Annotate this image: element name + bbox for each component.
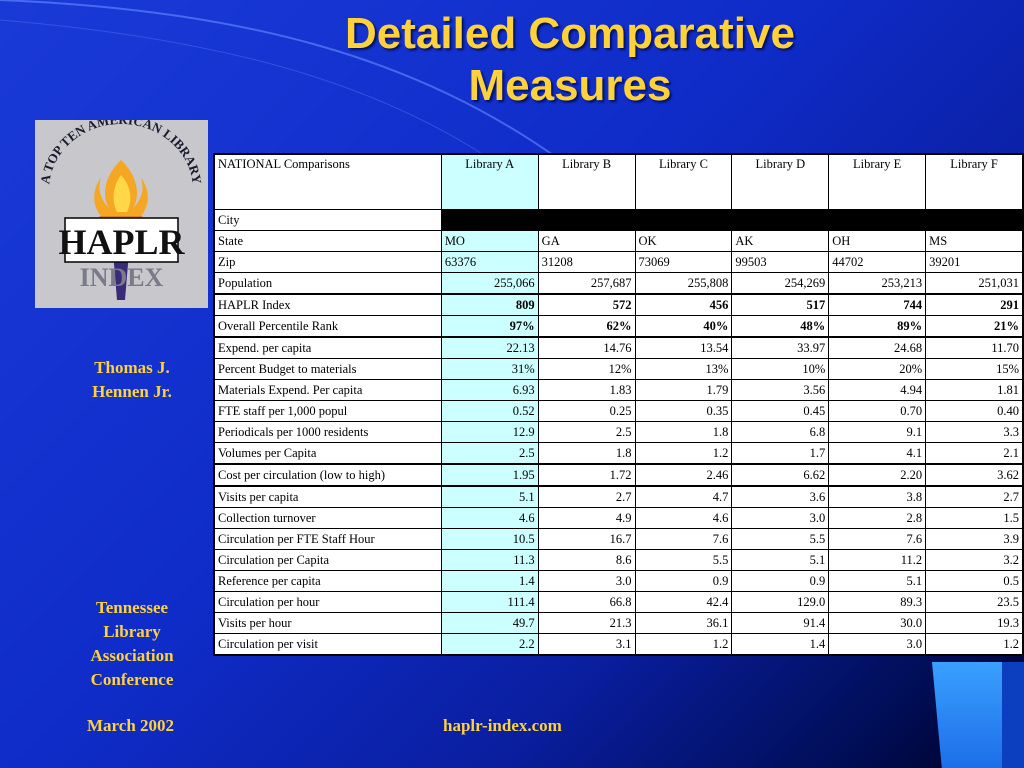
table-cell: 49.7 xyxy=(441,613,538,634)
table-row xyxy=(214,550,1023,571)
table-cell: 8.6 xyxy=(538,550,635,571)
table-cell: 23.5 xyxy=(926,592,1023,613)
table-cell: 12% xyxy=(538,359,635,380)
table-cell xyxy=(829,210,926,231)
table-row xyxy=(214,337,1023,359)
table-cell: 73069 xyxy=(635,252,732,273)
logo-arc-text: A TOP TEN AM ICAN LIBRARY xyxy=(37,120,205,186)
logo-word-haplr: HAPLR xyxy=(58,222,185,262)
table-cell: 2.5 xyxy=(441,443,538,465)
table-row xyxy=(214,571,1023,592)
table-cell: 5.1 xyxy=(829,571,926,592)
table-cell: 0.52 xyxy=(441,401,538,422)
table-cell: 89.3 xyxy=(829,592,926,613)
column-header: Library C xyxy=(635,154,732,210)
table-cell: 1.7 xyxy=(732,443,829,465)
table-row xyxy=(214,422,1023,443)
row-label: Periodicals per 1000 residents xyxy=(214,422,441,443)
decorative-bar xyxy=(932,662,1002,768)
table-cell: MO xyxy=(441,231,538,252)
column-header: Library E xyxy=(829,154,926,210)
comparison-table-body xyxy=(214,154,1023,655)
table-cell xyxy=(538,210,635,231)
table-cell: 1.2 xyxy=(635,634,732,656)
table-cell: 3.2 xyxy=(926,550,1023,571)
table-cell: 2.20 xyxy=(829,464,926,486)
table-cell: 7.6 xyxy=(829,529,926,550)
table-row xyxy=(214,273,1023,295)
table-cell: 3.0 xyxy=(732,508,829,529)
table-row xyxy=(214,210,1023,231)
table-cell: OK xyxy=(635,231,732,252)
table-cell: 40% xyxy=(635,316,732,338)
table-cell: 21% xyxy=(926,316,1023,338)
table-cell: 3.56 xyxy=(732,380,829,401)
column-header: Library F xyxy=(926,154,1023,210)
table-cell: 11.2 xyxy=(829,550,926,571)
table-row xyxy=(214,380,1023,401)
table-cell: 0.9 xyxy=(635,571,732,592)
table-cell: 1.4 xyxy=(441,571,538,592)
table-cell: 0.40 xyxy=(926,401,1023,422)
table-cell: 1.8 xyxy=(538,443,635,465)
table-cell: 6.8 xyxy=(732,422,829,443)
row-label: Visits per capita xyxy=(214,486,441,508)
row-label: Visits per hour xyxy=(214,613,441,634)
table-row xyxy=(214,634,1023,656)
row-label: FTE staff per 1,000 popul xyxy=(214,401,441,422)
table-row xyxy=(214,252,1023,273)
table-cell: 2.5 xyxy=(538,422,635,443)
table-cell: 97% xyxy=(441,316,538,338)
author-name: Thomas J. Hennen Jr. xyxy=(92,358,172,401)
row-label: Volumes per Capita xyxy=(214,443,441,465)
table-cell xyxy=(441,210,538,231)
table-cell: 5.1 xyxy=(732,550,829,571)
table-row xyxy=(214,401,1023,422)
table-cell: 4.9 xyxy=(538,508,635,529)
table-cell xyxy=(732,210,829,231)
table-cell: 30.0 xyxy=(829,613,926,634)
table-cell: 517 xyxy=(732,294,829,316)
table-cell: 1.2 xyxy=(635,443,732,465)
website-text: haplr-index.com xyxy=(443,716,562,735)
table-cell: 13% xyxy=(635,359,732,380)
table-cell: 6.62 xyxy=(732,464,829,486)
table-cell: 48% xyxy=(732,316,829,338)
table-cell xyxy=(926,210,1023,231)
table-cell: 22.13 xyxy=(441,337,538,359)
table-cell: 33.97 xyxy=(732,337,829,359)
table-cell: 14.76 xyxy=(538,337,635,359)
table-row xyxy=(214,316,1023,338)
table-row xyxy=(214,464,1023,486)
table-cell: 4.94 xyxy=(829,380,926,401)
table-cell: 3.62 xyxy=(926,464,1023,486)
table-cell: 572 xyxy=(538,294,635,316)
table-cell: 16.7 xyxy=(538,529,635,550)
table-row xyxy=(214,486,1023,508)
table-cell: 31% xyxy=(441,359,538,380)
table-cell: 129.0 xyxy=(732,592,829,613)
table-cell: 10% xyxy=(732,359,829,380)
comparison-table xyxy=(213,153,1024,656)
table-cell: 257,687 xyxy=(538,273,635,295)
table-cell: 3.6 xyxy=(732,486,829,508)
table-cell: 91.4 xyxy=(732,613,829,634)
table-cell: 7.6 xyxy=(635,529,732,550)
table-cell: 5.5 xyxy=(732,529,829,550)
table-cell: OH xyxy=(829,231,926,252)
table-cell: 4.6 xyxy=(441,508,538,529)
row-label: Reference per capita xyxy=(214,571,441,592)
table-cell: 42.4 xyxy=(635,592,732,613)
row-label: Circulation per visit xyxy=(214,634,441,656)
table-row xyxy=(214,508,1023,529)
table-cell: 63376 xyxy=(441,252,538,273)
table-cell: 19.3 xyxy=(926,613,1023,634)
table-header-row xyxy=(214,154,1023,210)
table-cell: 0.45 xyxy=(732,401,829,422)
table-cell: 255,808 xyxy=(635,273,732,295)
row-label: Circulation per hour xyxy=(214,592,441,613)
table-cell: 255,066 xyxy=(441,273,538,295)
table-row xyxy=(214,529,1023,550)
table-cell: 1.79 xyxy=(635,380,732,401)
table-cell: 251,031 xyxy=(926,273,1023,295)
table-cell: 66.8 xyxy=(538,592,635,613)
table-cell: AK xyxy=(732,231,829,252)
table-cell: 5.5 xyxy=(635,550,732,571)
table-cell: 4.7 xyxy=(635,486,732,508)
table-cell: 744 xyxy=(829,294,926,316)
decorative-bar-edge xyxy=(1002,662,1024,768)
table-cell: 31208 xyxy=(538,252,635,273)
table-cell: 1.5 xyxy=(926,508,1023,529)
table-row xyxy=(214,294,1023,316)
row-label: City xyxy=(214,210,441,231)
table-cell: 9.1 xyxy=(829,422,926,443)
table-cell: 254,269 xyxy=(732,273,829,295)
table-cell: 111.4 xyxy=(441,592,538,613)
table-cell: 2.8 xyxy=(829,508,926,529)
table-cell: 6.93 xyxy=(441,380,538,401)
table-cell: 2.1 xyxy=(926,443,1023,465)
table-cell: 2.7 xyxy=(926,486,1023,508)
haplr-logo xyxy=(35,120,208,308)
column-header: Library D xyxy=(732,154,829,210)
slide-date: March 2002 xyxy=(87,716,175,735)
row-label: State xyxy=(214,231,441,252)
row-label: Expend. per capita xyxy=(214,337,441,359)
logo-word-index: INDEX xyxy=(79,263,164,292)
table-cell: 24.68 xyxy=(829,337,926,359)
row-label: Population xyxy=(214,273,441,295)
column-header: Library B xyxy=(538,154,635,210)
row-label: HAPLR Index xyxy=(214,294,441,316)
slide-title xyxy=(240,8,900,112)
event-name: Tennessee Library Association Conference xyxy=(90,598,174,689)
table-cell: 62% xyxy=(538,316,635,338)
table-cell: 11.70 xyxy=(926,337,1023,359)
table-cell: 3.9 xyxy=(926,529,1023,550)
table-cell: 4.6 xyxy=(635,508,732,529)
table-cell: 21.3 xyxy=(538,613,635,634)
column-header: Library A xyxy=(441,154,538,210)
table-row xyxy=(214,592,1023,613)
table-cell: 291 xyxy=(926,294,1023,316)
table-row xyxy=(214,443,1023,465)
table-cell: 4.1 xyxy=(829,443,926,465)
table-cell: 3.0 xyxy=(538,571,635,592)
table-cell: GA xyxy=(538,231,635,252)
row-label: Cost per circulation (low to high) xyxy=(214,464,441,486)
table-cell: 2.46 xyxy=(635,464,732,486)
table-row xyxy=(214,613,1023,634)
row-label: Materials Expend. Per capita xyxy=(214,380,441,401)
table-cell: 44702 xyxy=(829,252,926,273)
table-cell: 456 xyxy=(635,294,732,316)
table-cell: 89% xyxy=(829,316,926,338)
logo-graphic xyxy=(35,120,208,308)
table-row xyxy=(214,231,1023,252)
table-cell: 809 xyxy=(441,294,538,316)
table-cell: 39201 xyxy=(926,252,1023,273)
table-cell: 15% xyxy=(926,359,1023,380)
table-cell: 0.9 xyxy=(732,571,829,592)
table-cell: 253,213 xyxy=(829,273,926,295)
table-cell: 1.8 xyxy=(635,422,732,443)
table-cell: 3.3 xyxy=(926,422,1023,443)
table-row xyxy=(214,359,1023,380)
table-cell xyxy=(635,210,732,231)
table-cell: 3.0 xyxy=(829,634,926,656)
table-cell: 13.54 xyxy=(635,337,732,359)
table-cell: 1.72 xyxy=(538,464,635,486)
table-cell: 1.83 xyxy=(538,380,635,401)
table-cell: 5.1 xyxy=(441,486,538,508)
table-cell: 3.1 xyxy=(538,634,635,656)
table-cell: 36.1 xyxy=(635,613,732,634)
table-cell: 1.2 xyxy=(926,634,1023,656)
table-cell: 10.5 xyxy=(441,529,538,550)
table-cell: MS xyxy=(926,231,1023,252)
row-label: Zip xyxy=(214,252,441,273)
table-cell: 1.95 xyxy=(441,464,538,486)
table-cell: 2.2 xyxy=(441,634,538,656)
table-cell: 1.4 xyxy=(732,634,829,656)
table-cell: 0.35 xyxy=(635,401,732,422)
header-label: NATIONAL Comparisons xyxy=(214,154,441,210)
table-cell: 2.7 xyxy=(538,486,635,508)
row-label: Circulation per Capita xyxy=(214,550,441,571)
table-cell: 99503 xyxy=(732,252,829,273)
table-cell: 0.5 xyxy=(926,571,1023,592)
table-cell: 12.9 xyxy=(441,422,538,443)
table-cell: 0.25 xyxy=(538,401,635,422)
table-cell: 0.70 xyxy=(829,401,926,422)
title-line-1: Detailed Comparative xyxy=(345,9,795,58)
row-label: Collection turnover xyxy=(214,508,441,529)
row-label: Circulation per FTE Staff Hour xyxy=(214,529,441,550)
title-line-2: Measures xyxy=(468,61,672,110)
table-cell: 3.8 xyxy=(829,486,926,508)
table-cell: 20% xyxy=(829,359,926,380)
table-cell: 1.81 xyxy=(926,380,1023,401)
table-cell: 11.3 xyxy=(441,550,538,571)
row-label: Overall Percentile Rank xyxy=(214,316,441,338)
row-label: Percent Budget to materials xyxy=(214,359,441,380)
